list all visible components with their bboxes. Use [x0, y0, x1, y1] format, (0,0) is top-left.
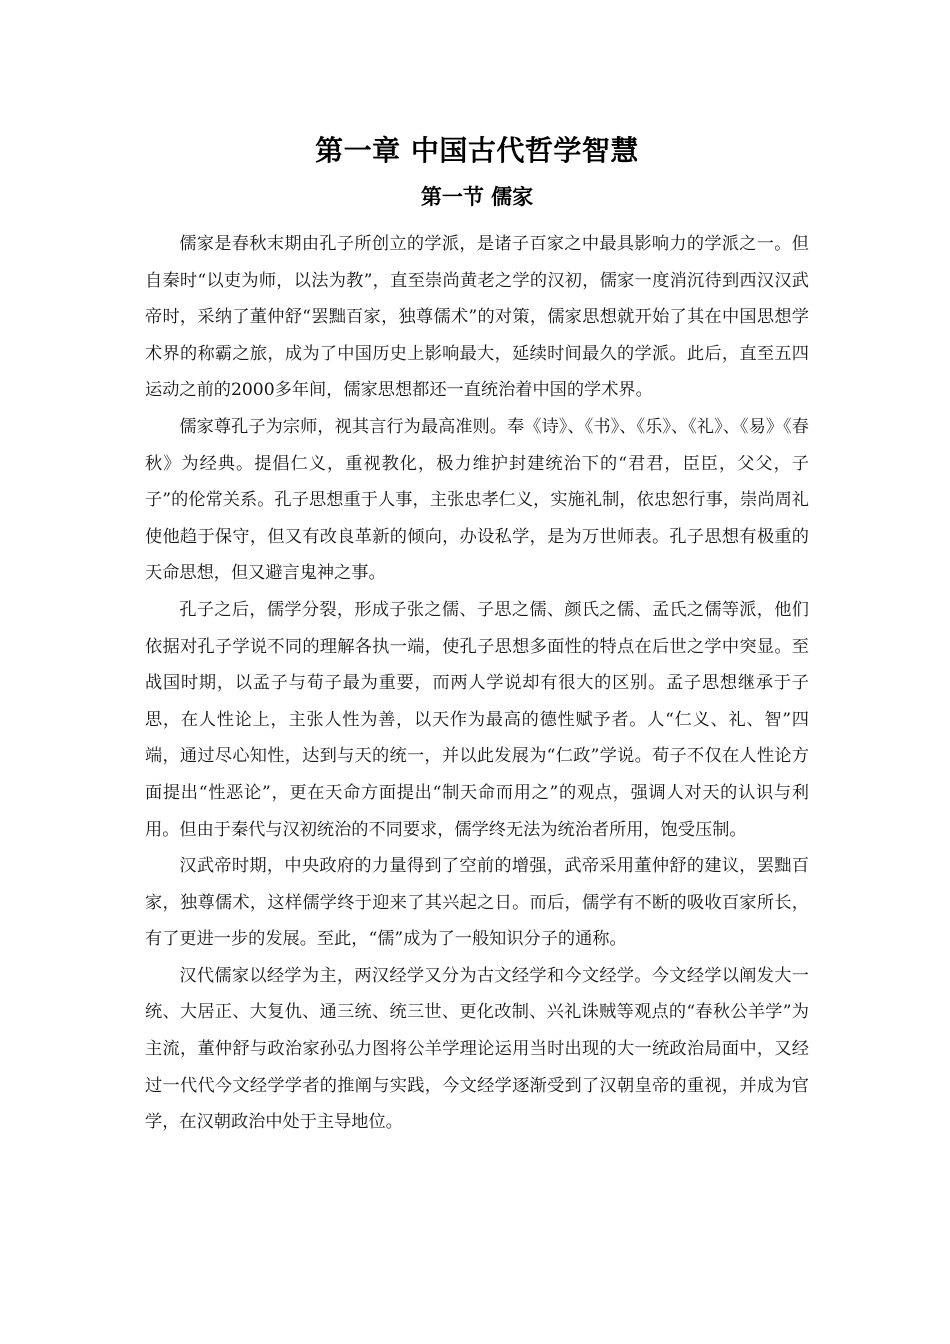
paragraph: 儒家尊孔子为宗师，视其言行为最高准则。奉《诗》、《书》、《乐》、《礼》、《易》《春秋》为经典。提倡仁义，重视教化，极力维护封建统治下的“君君，臣臣，父父，子子”的伦常关系。孔子思想重于人事，主张忠孝仁义，实施礼制，依忠恕行事，崇尚周礼使他趋于保守，但又有改良革新的倾向，办设私学，是为万世师表。孔子思想有极重的天命思想，但又避言鬼神之事。 — [145, 416, 809, 584]
paragraph: 儒家是春秋末期由孔子所创立的学派，是诸子百家之中最具影响力的学派之一。但自秦时“以吏为师，以法为教”，直至崇尚黄老之学的汉初，儒家一度消沉待到西汉汉武帝时，采纳了董仲舒“罢黜百家，独尊儒术”的对策，儒家思想就开始了其在中国思想学术界的称霸之旅，成为了中国历史上影响最大，延续时间最久的学派。此后，直至五四运动之前的2000多年间，儒家思想都还一直统治着中国的学术界。 — [145, 234, 809, 401]
paragraph: 汉武帝时期，中央政府的力量得到了空前的增强，武帝采用董仲舒的建议，罢黜百家，独尊儒术，这样儒学终于迎来了其兴起之日。而后，儒学有不断的吸收百家所长，有了更进一步的发展。至此，“儒”成为了一般知识分子的通称。 — [145, 856, 809, 950]
paragraph: 孔子之后，儒学分裂，形成子张之儒、子思之儒、颜氏之儒、孟氏之儒等派，他们依据对孔子学说不同的理解各执一端，使孔子思想多面性的特点在后世之学中突显。至战国时期，以孟子与荀子最为重要，而两人学说却有很大的区别。孟子思想继承于子思，在人性论上，主张人性为善，以天作为最高的德性赋予者。人“仁义、礼、智”四端，通过尽心知性，达到与天的统一，并以此发展为“仁政”学说。荀子不仅在人性论方面提出“性恶论”，更在天命方面提出“制天命而用之”的观点，强调人对天的认识与利用。但由于秦代与汉初统治的不同要求，儒学终无法为统治者所用，饱受压制。 — [145, 599, 809, 840]
chapter-title: 第一章 中国古代哲学智慧 — [315, 134, 639, 167]
paragraph: 汉代儒家以经学为主，两汉经学又分为古文经学和今文经学。今文经学以阐发大一统、大居正、大复仇、通三统、统三世、更化改制、兴礼诛贼等观点的“春秋公羊学”为主流，董仲舒与政治家孙弘力图将公羊学理论运用当时出现的大一统政治局面中，又经过一代代今文经学学者的推阐与实践，今文经学逐渐受到了汉朝皇帝的重视，并成为官学，在汉朝政治中处于主导地位。 — [145, 965, 809, 1133]
section-title: 第一节 儒家 — [420, 185, 534, 209]
body-text — [145, 226, 809, 1141]
page-content — [145, 128, 809, 1141]
